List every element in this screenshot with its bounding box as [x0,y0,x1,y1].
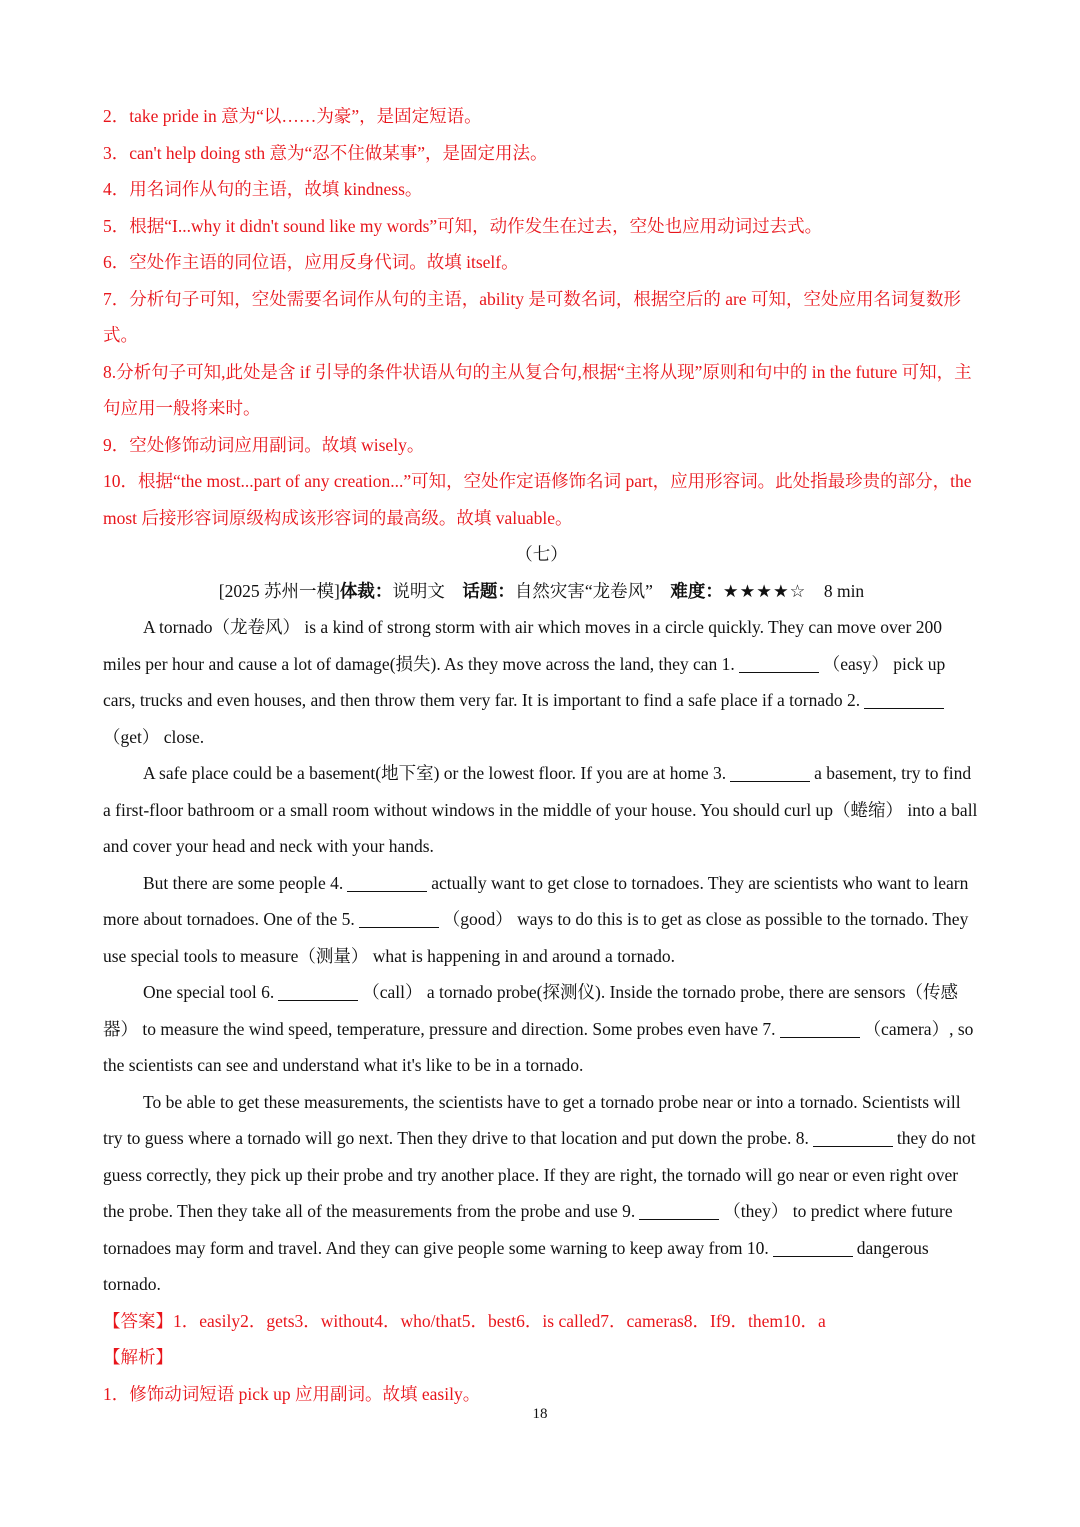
passage-text: actually want to get close to tornadoes. They are scientists who want to learn more about tornadoes. One of the 5. [103,872,969,929]
blank-4[interactable] [347,873,427,892]
analysis-item-3: 3．can't help doing sth 意为“忍不住做某事”，是固定用法。 [103,142,548,163]
difficulty-stars: ★★★★☆ [722,580,807,601]
genre-label: 体裁： [339,580,393,601]
passage-paragraph-1 [103,609,980,755]
analysis-item-4: 4．用名词作从句的主语，故填 kindness。 [103,179,423,199]
passage-text: dangerous tornado. [103,1237,929,1294]
passage-text: （good） ways to do this is to get as close as possible to the tornado. They use special tools to measure（测量） what is happening in and around a tornado. [103,909,969,966]
passage-text: （camera）, so the scientists can see and understand what it's like to be in a tornado. [103,1018,974,1075]
analysis-item-8: 8.分析句子可知,此处是含 if 引导的条件状语从句的主从复合句,根据“主将从现”原则和句中的 in the future 可知，主句应用一般将来时。 [103,361,972,418]
blank-8[interactable] [813,1129,893,1148]
passage-text: One special tool 6. [143,982,275,1002]
blank-3[interactable] [730,764,810,783]
blank-2[interactable] [864,691,944,710]
blank-10[interactable] [773,1238,853,1257]
passage-paragraph-5 [103,1084,980,1303]
passage-text: a basement, try to find a first-floor bathroom or a small room without windows in the middle of your house. You should curl up（蜷缩） into a ball and cover your head and neck with your hands. [103,763,978,856]
topic: 自然灾害“龙卷风” [514,580,653,601]
genre: 说明文 [392,580,445,601]
difficulty-label: 难度： [670,580,723,601]
passage-text: （get） close. [103,726,205,747]
blank-5[interactable] [359,910,439,929]
analysis-item-6: 6．空处作主语的同位语，应用反身代词。故填 itself。 [103,252,519,272]
answer-label: 【答案】 [103,1310,173,1331]
passage-text: A safe place could be a basement(地下室) or the lowest floor. If you are at home 3. [143,763,727,783]
answer-text: 1．easily2．gets3．without4．who/that5．best6．is called7．cameras8．If9．them10．a [173,1310,826,1331]
analysis-item-7: 7．分析句子可知，空处需要名词作从句的主语，ability 是可数名词，根据空后的 are 可知，空处应用名词复数形式。 [103,288,961,345]
passage-text: A tornado（龙卷风） is a kind of strong storm with air which moves in a circle quickly. They can move over 200 miles per hour and cause a lot of damage(损失). As they move across the land, they can 1. [103,617,943,674]
passage-text: （easy） pick up cars, trucks and even houses, and then throw them very far. It is important to find a safe place if a tornado 2. [103,653,946,710]
time-estimate: 8 min [823,580,865,601]
section-number: （七） [515,544,568,564]
analysis-item-10: 10．根据“the most...part of any creation...”可知，空处作定语修饰名词 part，应用形容词。此处指最珍贵的部分，the most 后接形容词原级构成该形容词的最高级。故填 valuable。 [103,471,972,528]
analysis-item-5: 5．根据“I...why it didn't sound like my words”可知，动作发生在过去，空处也应用动词过去式。 [103,215,823,236]
blank-1[interactable] [739,654,819,673]
passage-paragraph-2 [103,755,980,865]
passage-paragraph-3 [103,865,980,975]
passage-text: But there are some people 4. [143,872,344,893]
blank-6[interactable] [278,983,358,1002]
answer-line [103,1303,980,1340]
topic-label: 话题： [462,580,515,601]
analysis-item-1: 1．修饰动词短语 pick up 应用副词。故填 easily。 [103,1383,481,1404]
exam-source: [2025 苏州一模] [218,580,340,601]
passage-text: （call） a tornado probe(探测仪). Inside the tornado probe, there are sensors（传感器） to measure the wind speed, temperature, pressure and direction. Some probes even have 7. [103,982,959,1039]
analysis-item-9: 9．空处修饰动词应用副词。故填 wisely。 [103,434,425,455]
page-number: 18 [532,1406,548,1422]
section-header [103,573,980,610]
page-content [103,98,980,1412]
passage-text: （they） to predict where future tornadoes may form and travel. And they can give people some warning to keep away from 10. [103,1201,953,1258]
analysis-label: 【解析】 [103,1347,173,1367]
passage-text: they do not guess correctly, they pick up their probe and try another place. If they are right, the tornado will go near or even right over the probe. Then they take all of the measurements from the probe and use 9. [103,1128,976,1221]
analysis-item-2: 2．take pride in 意为“以……为豪”，是固定短语。 [103,106,482,126]
blank-9[interactable] [639,1202,719,1221]
passage-paragraph-4 [103,974,980,1084]
blank-7[interactable] [780,1019,860,1038]
passage-text: To be able to get these measurements, the scientists have to get a tornado probe near or into a tornado. Scientists will try to guess where a tornado will go next. Then they drive to that location and put down the probe. 8. [103,1091,961,1148]
